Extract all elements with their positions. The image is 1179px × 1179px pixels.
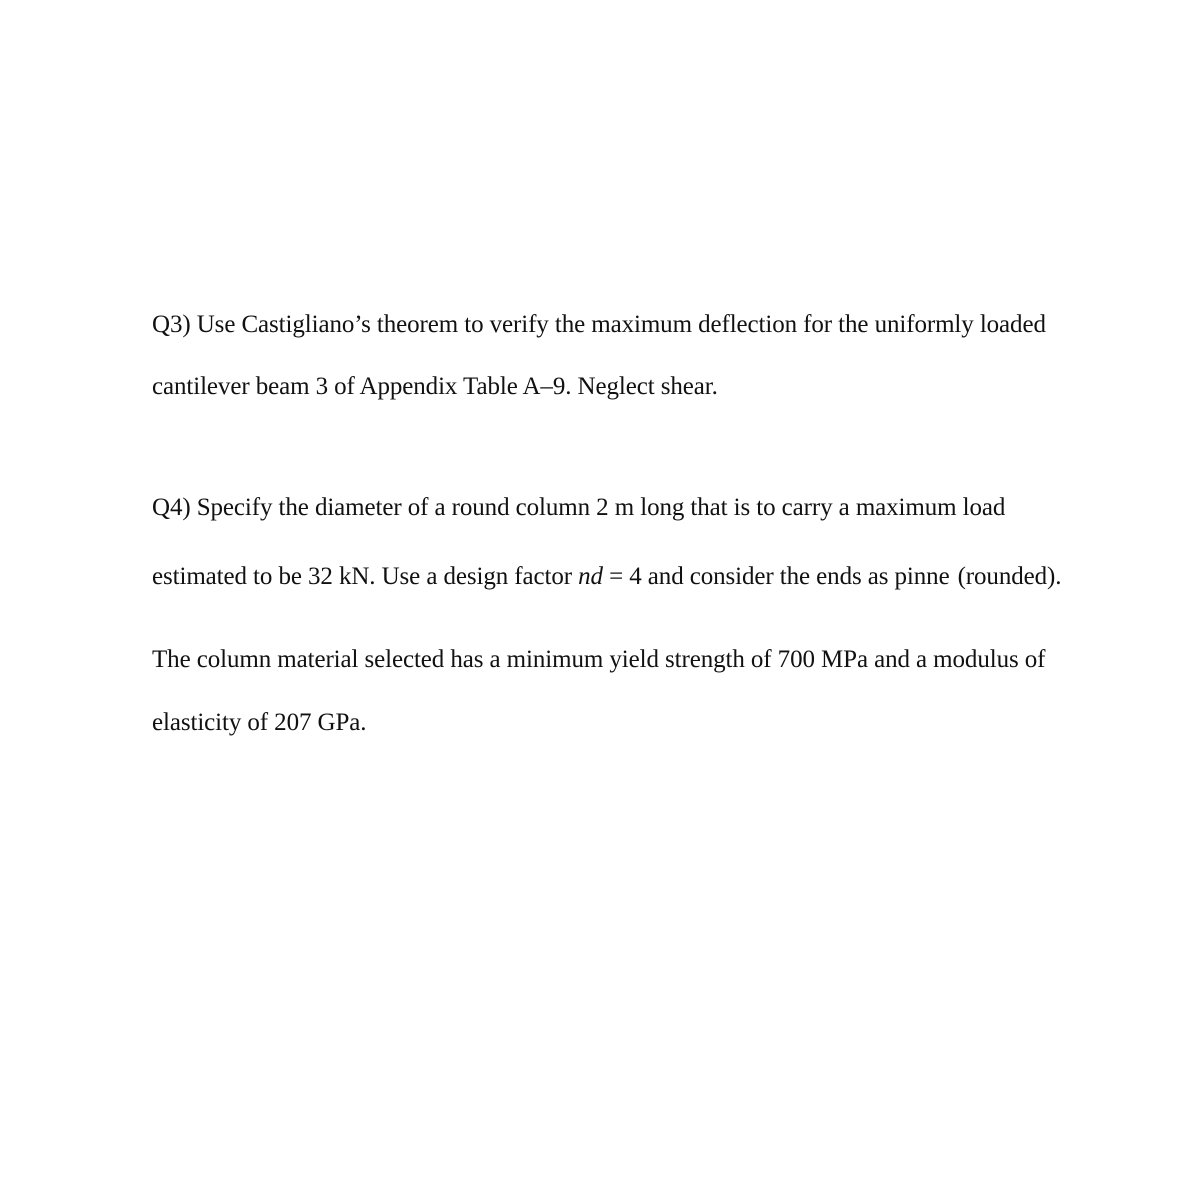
design-factor-symbol: nd — [578, 563, 603, 590]
q4-line-2-end: (rounded). — [957, 563, 1062, 590]
q4-text-line-2 — [152, 562, 1061, 592]
q3-text-line-1: Q3) Use Castigliano’s theorem to verify the maximum deflection for the uniformly loaded — [152, 311, 1046, 338]
q4-text-line-3: The column material selected has a minimum yield strength of 700 MPa and a modulus of — [152, 646, 1046, 673]
q3-text-line-2: cantilever beam 3 of Appendix Table A–9. Neglect shear. — [152, 373, 718, 400]
q4-line-2-start: estimated to be 32 kN. Use a design factor — [152, 563, 579, 590]
q4-text-line-1: Q4) Specify the diameter of a round column 2 m long that is to carry a maximum load — [152, 494, 1006, 521]
q4-line-2-middle: = 4 and consider the ends as pinne — [602, 563, 950, 590]
q4-text-line-4: elasticity of 207 GPa. — [152, 709, 367, 736]
